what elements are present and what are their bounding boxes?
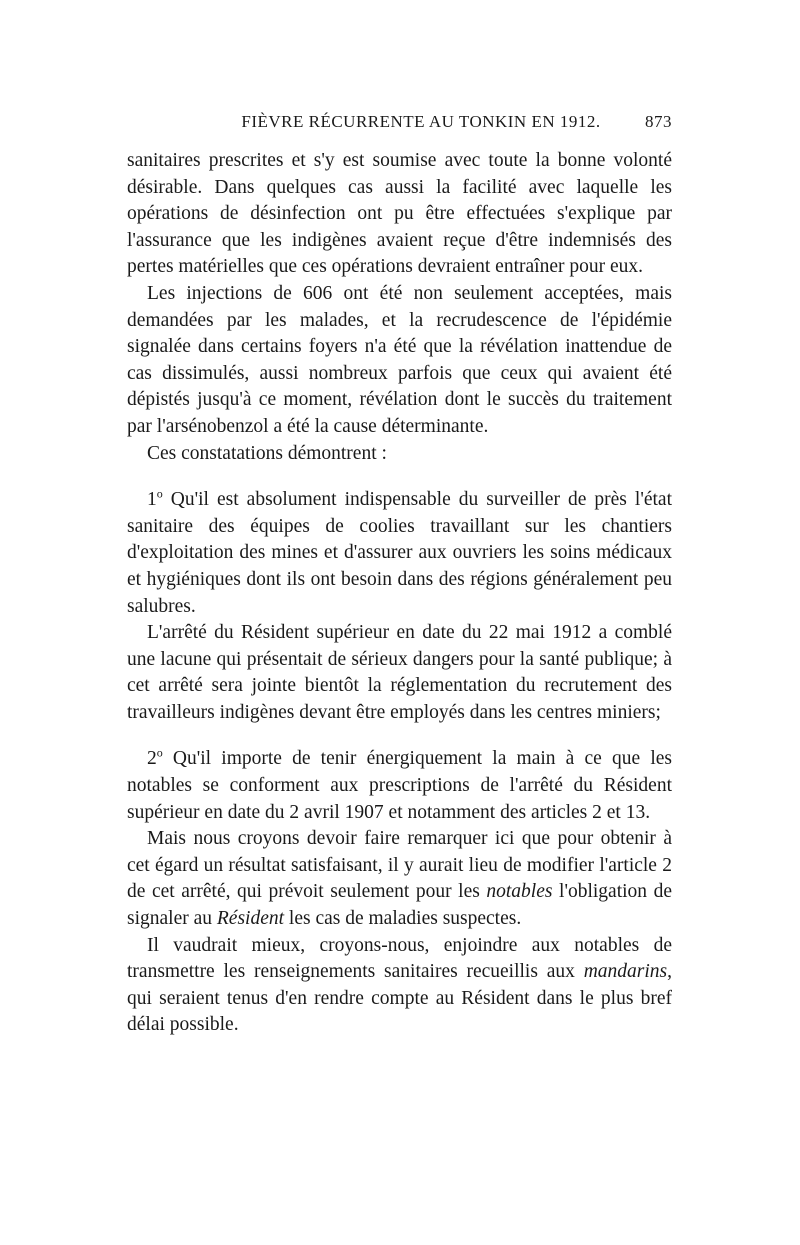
- paragraph-text: l'obligation de signaler au: [127, 881, 672, 930]
- list-number: 1: [147, 489, 157, 511]
- paragraph-text: , qui seraient tenus d'en rendre compte au Résident dans le plus bref délai possible.: [127, 961, 672, 1036]
- running-head-title: FIÈVRE RÉCURRENTE AU TONKIN EN 1912.: [241, 112, 601, 131]
- paragraph-text: Les injections de 606 ont été non seulement acceptées, mais demandées par les malades, et la recrudescence de l'épidémie signalée dans certains foyers n'a été que la révélation inattendue de cas dissimulés, aussi nombreux parfois que ceux qui avaient été dépistés jusqu'à ce moment, révélation dont le succès du traitement par l'arsénobenzol a été la cause déterminante.: [127, 282, 672, 437]
- italic-term-notables: notables: [486, 881, 553, 903]
- paragraph-text: les cas de maladies suspectes.: [284, 908, 522, 930]
- paragraph-text: Qu'il importe de tenir énergiquement la main à ce que les notables se conforment aux prescriptions de l'arrêté du Résident supérieur en date du 2 avril 1907 et notamment des articles 2 et 13.: [127, 748, 672, 823]
- running-head: [127, 112, 672, 138]
- paragraph-injections: [127, 281, 672, 441]
- paragraph-remarque: [127, 826, 672, 932]
- ordinal-marker: o: [156, 486, 163, 501]
- body-text: [127, 148, 672, 1039]
- paragraph-text: Mais nous croyons devoir faire remarquer ici que pour obtenir à cet égard un résultat satisfaisant, il y aurait lieu de modifier l'article 2 de cet arrêté, qui prévoit seulement pour les: [127, 828, 672, 903]
- paragraph-point-2: [127, 746, 672, 826]
- paragraph-text: Il vaudrait mieux, croyons-nous, enjoindre aux notables de transmettre les renseignements sanitaires recueillis aux: [127, 934, 672, 983]
- page-number: 873: [645, 112, 672, 131]
- ordinal-marker: o: [156, 745, 163, 760]
- paragraph-constatations: [127, 441, 672, 468]
- paragraph-text: Qu'il est absolument indispensable du surveiller de près l'état sanitaire des équipes de coolies travaillant sur les chantiers d'exploitation des mines et d'assurer aux ouvriers les soins médicaux et hygiéniques dont ils ont besoin dans des régions généralement peu salubres.: [127, 489, 672, 617]
- book-page: [127, 112, 672, 1039]
- italic-term-resident: Résident: [216, 908, 285, 930]
- paragraph-arrete: [127, 620, 672, 726]
- italic-term-mandarins: mandarins: [583, 961, 668, 983]
- paragraph-continuation: [127, 148, 672, 281]
- list-number: 2: [147, 748, 157, 770]
- paragraph-text: Ces constatations démontrent :: [147, 442, 387, 464]
- paragraph-point-1: [127, 487, 672, 620]
- paragraph-conclusion: [127, 933, 672, 1039]
- paragraph-text: L'arrêté du Résident supérieur en date du 22 mai 1912 a comblé une lacune qui présentait de sérieux dangers pour la santé publique; à cet arrêté sera jointe bientôt la réglementation du recrutement des travailleurs indigènes devant être employés dans les centres miniers;: [127, 622, 672, 723]
- paragraph-text: sanitaires prescrites et s'y est soumise avec toute la bonne volonté désirable. Dans quelques cas aussi la facilité avec laquelle les opérations de désinfection ont pu être effectuées s'explique par l'assurance que les indigènes avaient reçue d'être indemnisés des pertes matérielles que ces opérations devraient entraîner pour eux.: [127, 150, 672, 278]
